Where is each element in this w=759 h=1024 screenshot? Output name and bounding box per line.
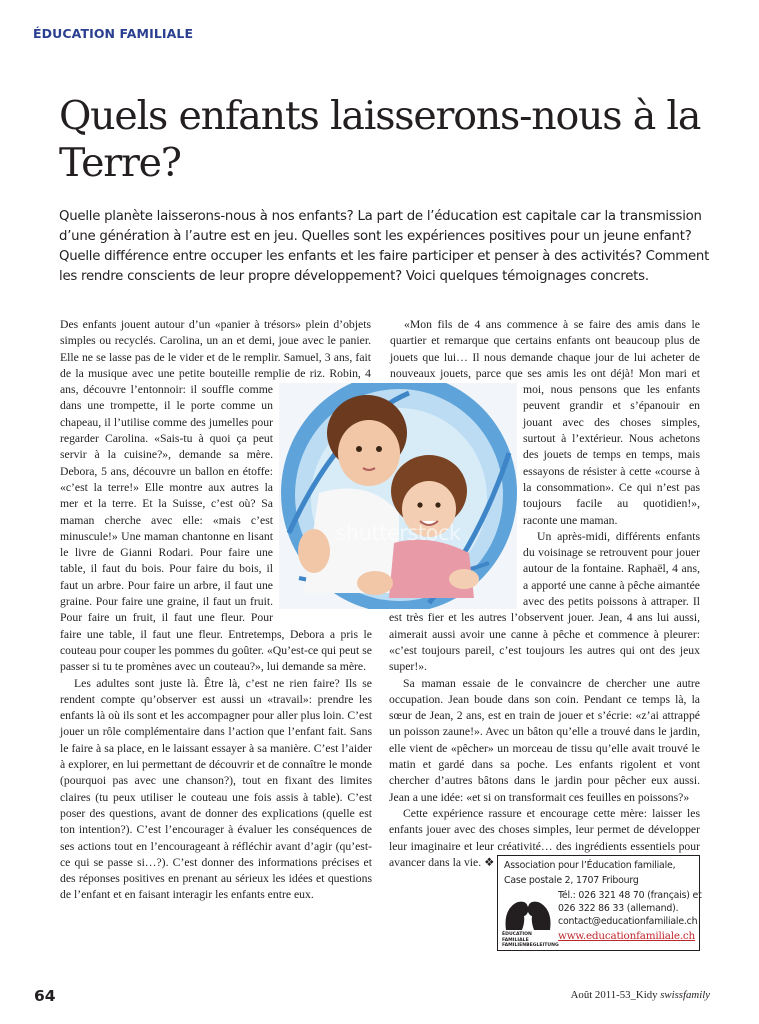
infobox-phone-fr: Tél.: 026 321 48 70 (français) et: [558, 890, 702, 901]
body-paragraph: Cette expérience rassure et encourage cette mère: laisser les enfants jouer avec des choses simples, leur permet de développer leur imaginaire et leur créativité… des ingrédients essentiels pour avancer dans la vie. ❖: [389, 806, 700, 869]
contact-infobox: [497, 855, 700, 951]
children-in-tunnel-image: [279, 383, 517, 609]
footer-issue: Août 2011-53_Kidy: [570, 989, 661, 1001]
body-paragraph: Un après-midi, différents enfants du voisinage se retrouvent pour jouer autour de la fontaine. Raphaël, 4 ans, a apporté une canne à pêche aimantée avec des petits poissons à attraper. Il est très fier et les autres l’observent jouer. Jean, 4 ans lui aussi, aimerait aussi avoir une canne à pêche et commence à pleurer: «c’est toujours pareil, c’est toujours les autres qui ont des jeux super!».: [389, 529, 700, 674]
body-paragraph: Sa maman essaie de le convaincre de chercher une autre occupation. Jean boude dans son coin. Pendant ce temps là, la sœur de Jean, 2 ans, est en train de jouer et s’écrie: «z’ai attrappé un poisson zaune!». Avec un bâton qu’elle a trouvé dans le jardin, elle vient de «pêcher» un morceau de tissu qu’elle avait trouvé le matin et gardé dans sa poche. Les enfants rigolent et vont chercher d’autres bâtons dans le jardin pour pêcher eux aussi. Jean a une idée: «et si on transformait ces feuilles en poissons?»: [389, 676, 700, 804]
article-lead: Quelle planète laisserons-nous à nos enfants? La part de l’éducation est capitale car la transmission d’une génération à l’autre est en jeu. Quelles sont les expériences positives pour un jeune enfant? Quelle différence entre occuper les enfants et les faire participer et penser à des activités? Comment les rendre conscients de leur propre développement? Voici quelques témoignages concrets.: [59, 209, 710, 284]
infobox-org: Association pour l’Éducation familiale,: [504, 860, 676, 871]
body-paragraph: Les adultes sont juste là. Être là, c’est ne rien faire? Ils se rendent compte qu’observer est aussi un «travail»: prendre les enfants là où ils sont et les accompagner pour aller plus loin. C’est jouer un rôle complémentaire dans l’action que l’enfant fait. Sans le faire à sa place, en le laissant essayer à sa manière. C’est l’aider à explorer, en lui permettant de découvrir et de connaître le monde (pourquoi pas avec une chanson?), tout en fixant des limites claires (tu peux utiliser le couteau une fois assis à table). C’est poser des questions, avant de donner des explications (quelle est ton intention?). C’est l’encourager à évaluer les conséquences de ses actions tout en l’encourageant à réfléchir avant d’agir (qu’est-ce qui se passe si…?). C’est donner des informations précises et des réponses positives en prenant au sérieux les idées et questions de l’enfant et en faisant interagir les enfants entre eux.: [60, 676, 372, 902]
infobox-website-link[interactable]: www.educationfamiliale.ch: [558, 930, 696, 942]
body-paragraph: «Mon fils de 4 ans commence à se faire des amis dans le quartier et remarque que certains enfants ont beaucoup plus de jouets que lui… Il nous demande chaque jour de lui acheter de nouveaux jouets, parce que ses amis les ont déjà! Mon mari et moi, nous pensons que les enfants peuvent grandir et s’épanouir en jouant avec des choses simples, surtout à l’extérieur. Nous achetons des jouets de temps en temps, mais essayons de résister à cette «course à la consommation». Ce qui n’est pas toujours facile au quotidien!», raconte une maman.: [390, 318, 700, 527]
section-label: ÉDUCATION FAMILIALE: [33, 26, 194, 41]
body-paragraph: Des enfants jouent autour d’un «panier à trésors» plein d’objets simples ou recyclés. Carolina, un an et demi, joue avec le panier. Elle ne se lasse pas de le vider et de le remplir. Samuel, 3 ans, fait de la musique avec une petite bouteille remplie de riz. Robin, 4 ans, découvre l’entonnoir: il souffle comme dans une trompette, il le porte comme un chapeau, il l’utilise comme des jumelles pour regarder Carolina. «Sais-tu à quoi ça peut servir à la cuisine?», demande sa mère. Debora, 5 ans, découvre un ballon en étoffe: «c’est la terre!» Elle montre aux autres la mer et la terre. Et la Suisse, c’est où? Sa maman cherche avec elle: «mais c’est minuscule!» Une maman chantonne en lisant le livre de Gianni Rodari. Pour faire une table, il faut du bois. Pour faire du bois, il faut un arbre. Pour faire un arbre, il faut une graine. Pour faire une graine, il faut un fruit. Pour faire un fruit, il faut une fleur. Pour faire une table, il faut une fleur. Entretemps, Debora a pris le couteau pour couper les pommes du goûter. «Qu’est-ce qui peut se passer si tu te promènes avec un couteau?», lui demande sa mère.: [60, 318, 372, 674]
logo-caption-de: FAMILIENBEGLEITUNG: [502, 943, 559, 948]
infobox-address: Case postale 2, 1707 Fribourg: [504, 875, 639, 886]
photo-watermark: shutterstock: [335, 521, 461, 545]
footer-brand: swissfamily: [660, 989, 710, 1001]
infobox-email[interactable]: contact@educationfamiliale.ch: [558, 916, 698, 927]
page-number: 64: [34, 987, 56, 1005]
article-title: Quels enfants laisserons-nous à la Terre?: [59, 93, 701, 186]
infobox-phone-de: 026 322 86 33 (allemand).: [558, 903, 679, 914]
page-footer: [571, 989, 710, 1001]
article-photo: [279, 383, 517, 609]
logo-caption: [502, 932, 559, 949]
photo-offset-spacer: [371, 317, 372, 383]
logo-caption-fr: ÉDUCATION FAMILIALE: [502, 932, 532, 943]
